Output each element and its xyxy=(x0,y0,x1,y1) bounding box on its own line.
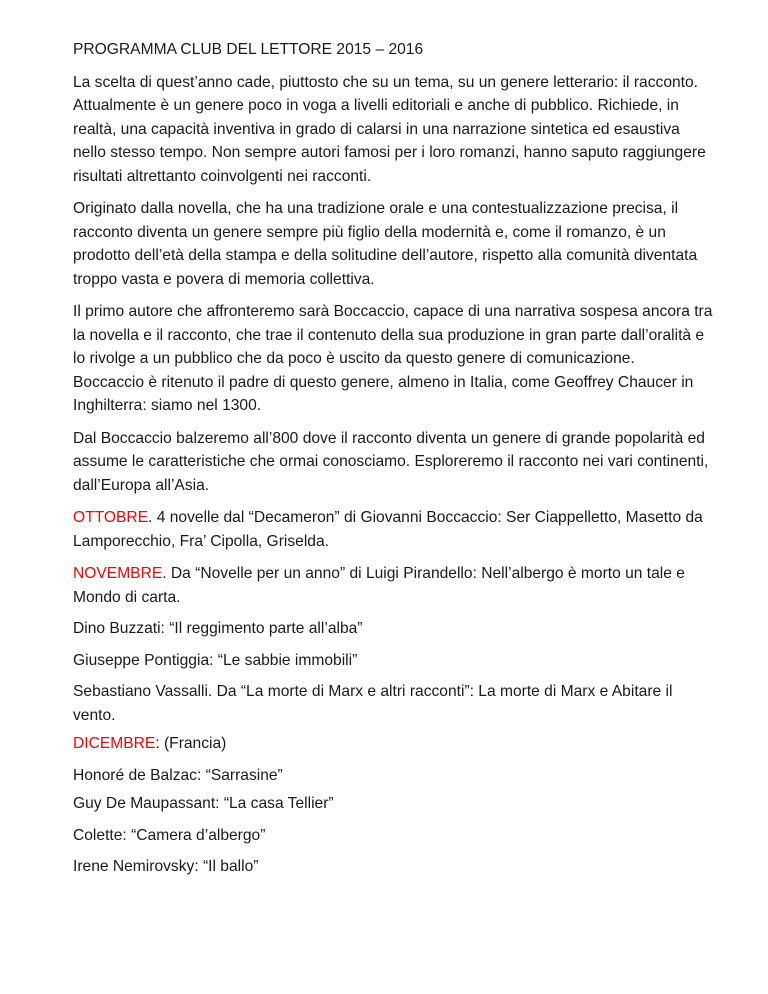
intro-paragraph-4: Boccaccio è ritenuto il padre di questo genere, almeno in Italia, come Geoffrey Chaucer in Inghilterra: siamo nel 1300. xyxy=(73,373,694,414)
october-entry xyxy=(73,506,713,553)
list-item: Irene Nemirovsky: “Il ballo” xyxy=(73,858,259,875)
december-text: : (Francia) xyxy=(155,735,227,752)
november-entry xyxy=(73,562,713,609)
list-item: Sebastiano Vassalli. Da “La morte di Marx e altri racconti”: La morte di Marx e Abitare il vento. xyxy=(73,683,673,724)
intro-paragraph-2: Originato dalla novella, che ha una tradizione orale e una contestualizzazione precisa, il racconto diventa un genere sempre più figlio della modernità e, come il romanzo, è un prodotto dell’età della stampa e della solitudine dell’autore, rispetto alla comunità diventata troppo vasta e povera di memoria collettiva. xyxy=(73,200,698,288)
month-label-november: NOVEMBRE xyxy=(73,565,163,582)
list-item: Guy De Maupassant: “La casa Tellier” xyxy=(73,795,334,812)
month-label-december: DICEMBRE xyxy=(73,735,156,752)
october-text: . 4 novelle dal “Decameron” di Giovanni Boccaccio: Ser Ciappelletto, Masetto da Lamporecchio, Fra’ Cipolla, Griselda. xyxy=(73,509,703,550)
december-entry xyxy=(73,732,713,756)
document-title: PROGRAMMA CLUB DEL LETTORE 2015 – 2016 xyxy=(73,41,424,58)
intro-paragraph-1: La scelta di quest’anno cade, piuttosto che su un tema, su un genere letterario: il racconto. Attualmente è un genere poco in voga a livelli editoriali e anche di pubblico. Richiede, in realtà, una capacità inventiva in grado di calarsi in una narrazione sintetica ed esaustiva nello stesso tempo. Non sempre autori famosi per i loro romanzi, hanno saputo raggiungere risultati altrettanto coinvolgenti nei racconti. xyxy=(73,73,706,185)
november-text: . Da “Novelle per un anno” di Luigi Pirandello: Nell’albergo è morto un tale e Mondo di carta. xyxy=(73,565,685,606)
intro-paragraph-3: Il primo autore che affronteremo sarà Boccaccio, capace di una narrativa sospesa ancora tra la novella e il racconto, che trae il contenuto della sua produzione in gran parte dall’oralità e lo rivolge a un pubblico che da poco è uscito da questo genere di comunicazione. xyxy=(73,303,713,367)
intro-paragraph-5: Dal Boccaccio balzeremo all’800 dove il racconto diventa un genere di grande popolarità ed assume le caratteristiche che ormai conosciamo. Esploreremo il racconto nei vari continenti, dall’Europa all’Asia. xyxy=(73,429,709,494)
document-page xyxy=(73,38,713,887)
list-item: Giuseppe Pontiggia: “Le sabbie immobili” xyxy=(73,651,358,669)
list-item: Honoré de Balzac: “Sarrasine” xyxy=(73,766,283,784)
month-label-october: OTTOBRE xyxy=(73,509,149,526)
list-item: Dino Buzzati: “Il reggimento parte all’alba” xyxy=(73,620,363,637)
list-item: Colette: “Camera d’albergo” xyxy=(73,826,266,844)
